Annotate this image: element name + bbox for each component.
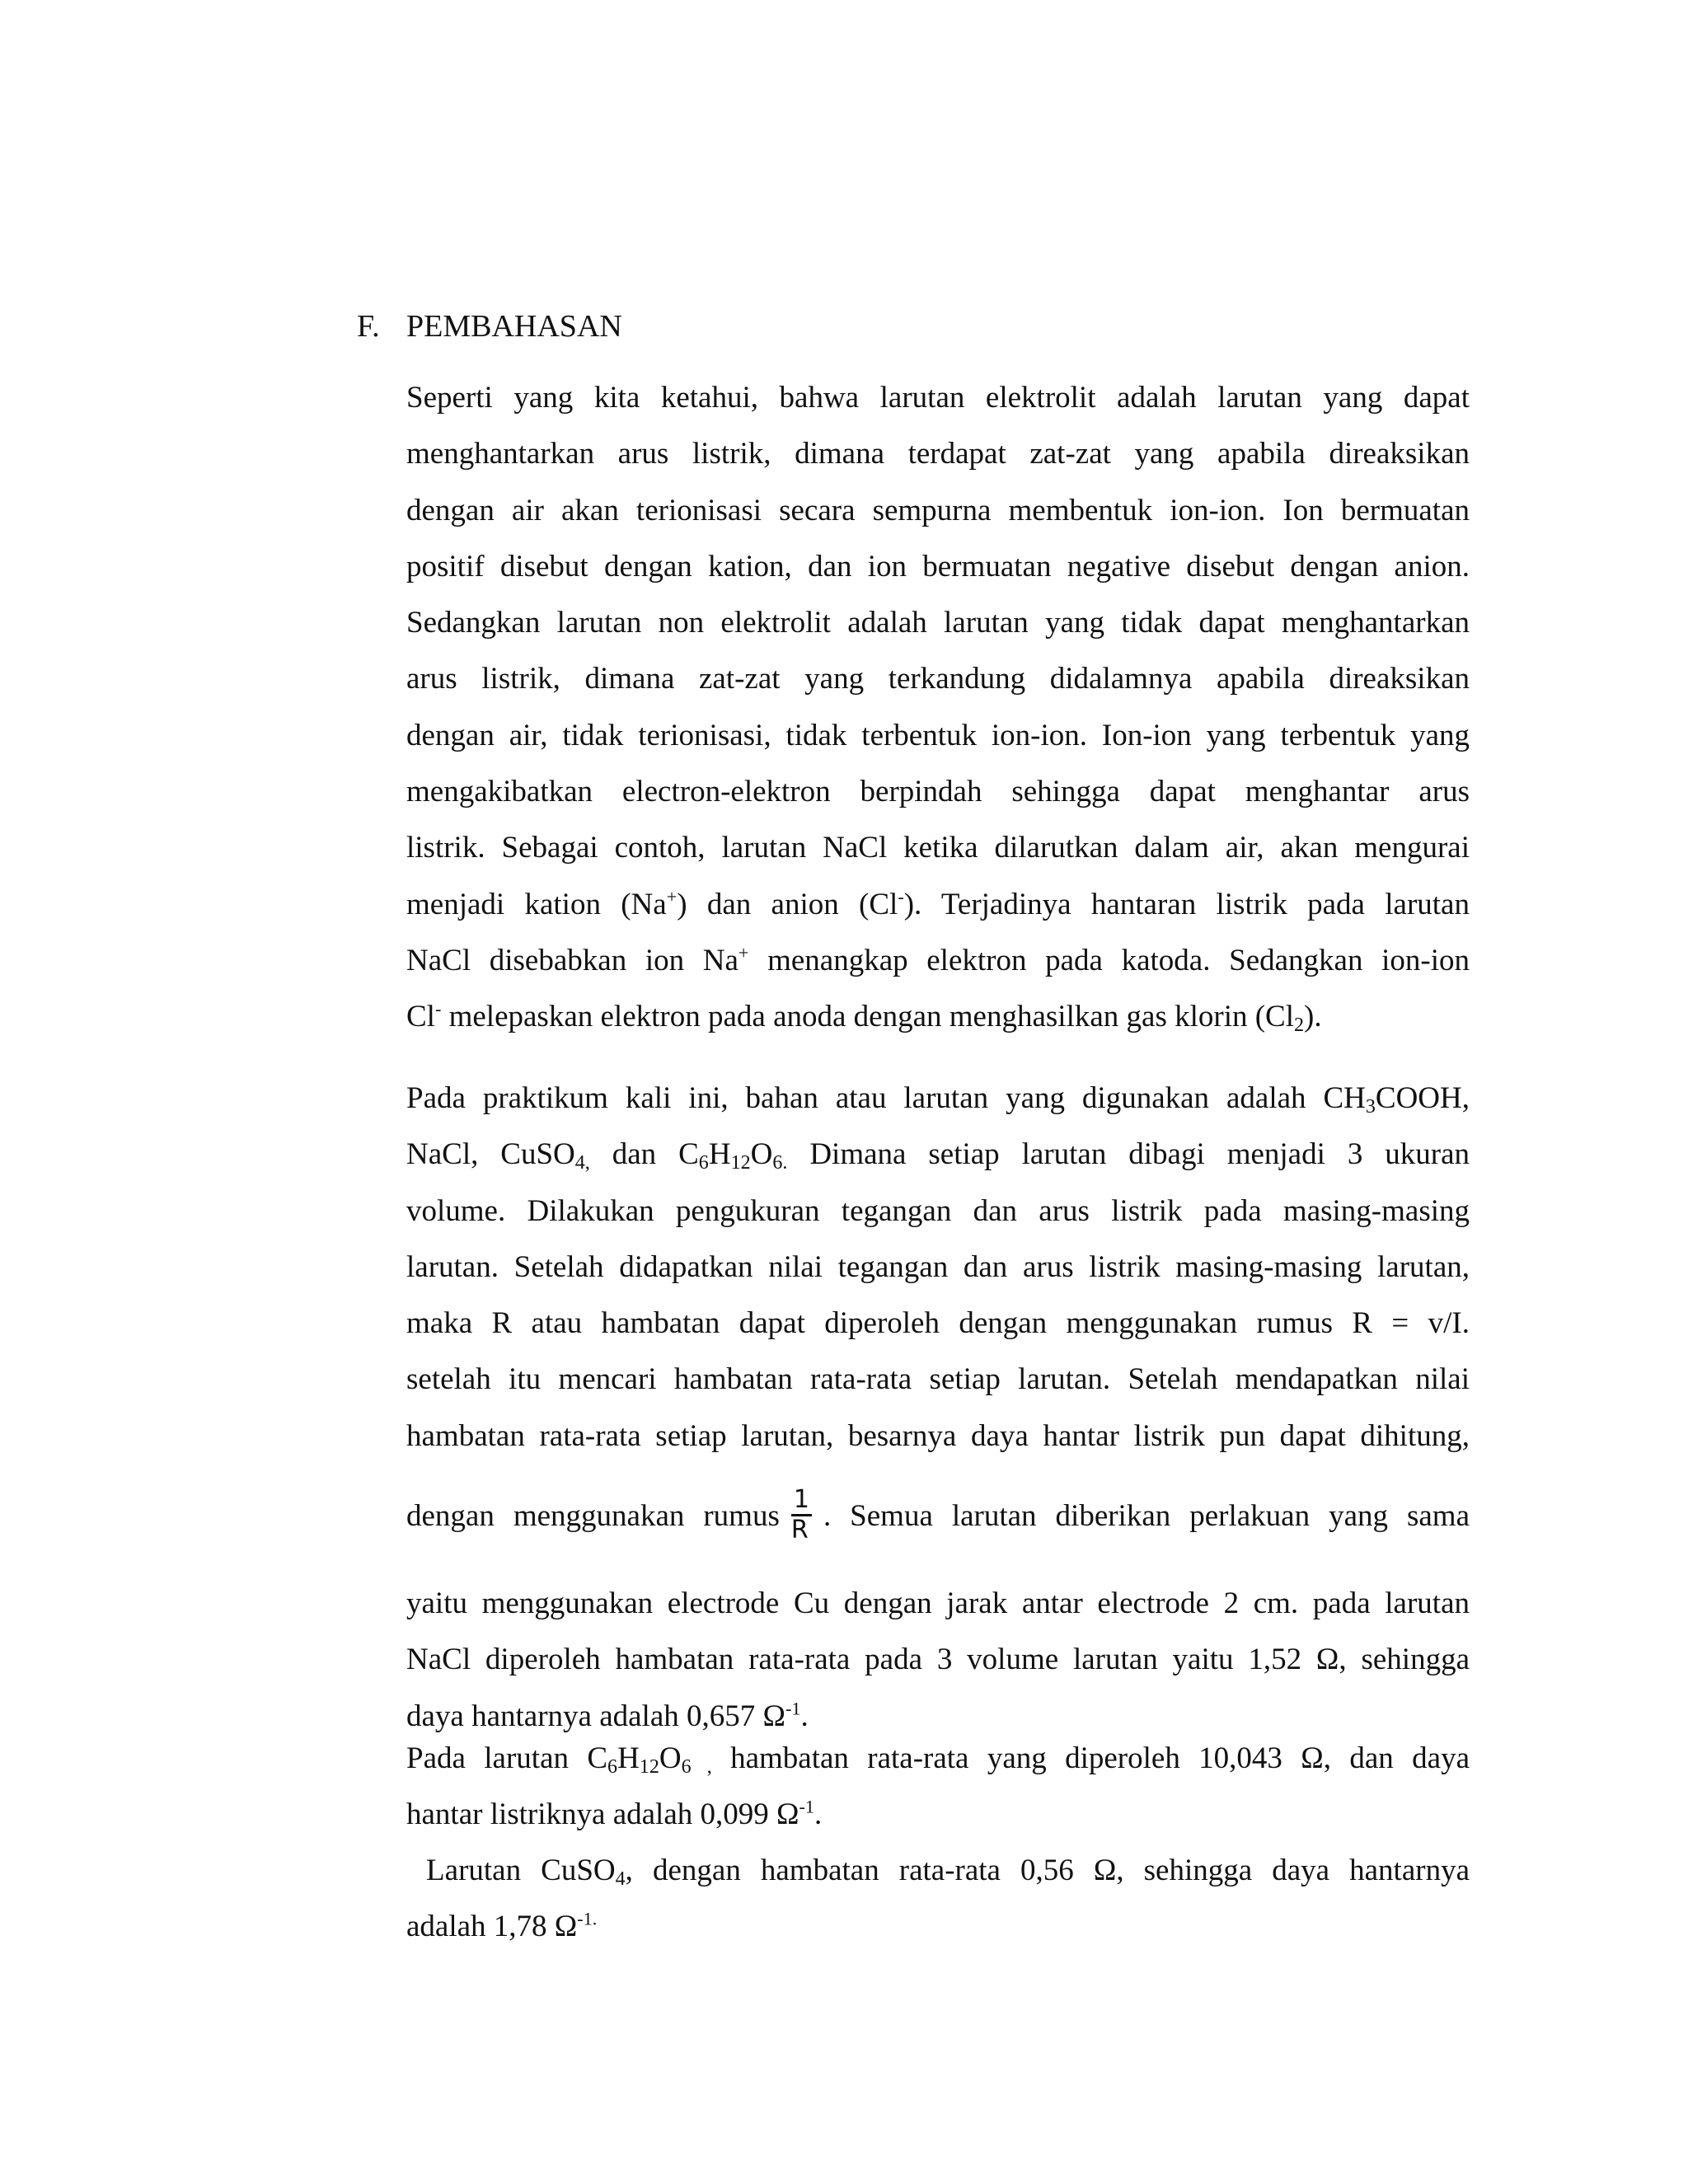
- text-run: Cl: [406, 1000, 435, 1034]
- section-title: PEMBAHASAN: [406, 309, 622, 344]
- text-run: dengan menggunakan rumus: [406, 1499, 780, 1533]
- text-run: dan C: [589, 1137, 699, 1172]
- text-run: adalah 1,78 Ω: [406, 1910, 578, 1944]
- subscript: 12: [730, 1152, 751, 1174]
- text-run: daya hantarnya adalah 0,657 Ω: [406, 1699, 786, 1733]
- paragraph-line: dengan air akan terionisasi secara sempurna membentuk ion-ion. Ion bermuatan: [406, 493, 1470, 527]
- paragraph-line: [406, 1071, 1470, 1127]
- paragraph-line: arus listrik, dimana zat-zat yang terkandung didalamnya apabila direaksikan: [406, 662, 1470, 696]
- text-run: , dengan hambatan rata-rata 0,56 Ω, sehingga daya hantarnya: [625, 1854, 1470, 1887]
- text-run: COOH,: [1375, 1081, 1470, 1115]
- paragraph-line: Seperti yang kita ketahui, bahwa larutan elektrolit adalah larutan yang dapat: [406, 381, 1470, 415]
- text-run: O: [750, 1137, 773, 1172]
- paragraph-3: [406, 1731, 1470, 1844]
- paragraph-line: [406, 1843, 1470, 1899]
- text-run: melepaskan elektron pada anoda dengan menghasilkan gas klorin (Cl: [441, 1000, 1295, 1034]
- text-run: menjadi kation (Na: [406, 887, 667, 921]
- text-run: ) dan anion (Cl: [677, 887, 898, 921]
- paragraph-line: listrik. Sebagai contoh, larutan NaCl ketika dilarutkan dalam air, akan mengurai: [406, 831, 1470, 865]
- paragraph-line: [406, 933, 1470, 989]
- section-number: F.: [357, 309, 380, 344]
- paragraph-line: [406, 1899, 1470, 1955]
- subscript: 4: [615, 1868, 626, 1890]
- fraction-denominator: R: [790, 1516, 809, 1545]
- text-run: ). Terjadinya hantaran listrik pada larutan: [903, 887, 1470, 921]
- text-run: hambatan rata-rata yang diperoleh 10,043 Ω, dan daya: [711, 1741, 1470, 1775]
- paragraph-line: dengan air, tidak terionisasi, tidak terbentuk ion-ion. Ion-ion yang terbentuk yang: [406, 718, 1470, 752]
- superscript: +: [738, 942, 749, 963]
- superscript: -1.: [577, 1908, 598, 1929]
- text-run: menangkap elektron pada katoda. Sedangkan ion-ion: [748, 943, 1470, 977]
- text-run: hantar listriknya adalah 0,099 Ω: [406, 1797, 799, 1832]
- section-heading: [357, 303, 622, 349]
- text-run: Pada larutan C: [406, 1741, 608, 1775]
- paragraph-line: volume. Dilakukan pengukuran tegangan dan arus listrik pada masing-masing: [406, 1193, 1470, 1228]
- fraction-formula: [791, 1486, 812, 1544]
- formula-line: [406, 1467, 1470, 1566]
- paragraph-line: positif disebut dengan kation, dan ion bermuatan negative disebut dengan anion.: [406, 549, 1470, 583]
- paragraph-line: Sedangkan larutan non elektrolit adalah larutan yang tidak dapat menghantarkan: [406, 606, 1470, 640]
- paragraph-line: [406, 1787, 1470, 1843]
- paragraph-line: hambatan rata-rata setiap larutan, besarnya daya hantar listrik pun dapat dihitung,: [406, 1418, 1470, 1453]
- paragraph-2-continued: [406, 1467, 1470, 1745]
- paragraph-line: NaCl diperoleh hambatan rata-rata pada 3 volume larutan yaitu 1,52 Ω, sehingga: [406, 1643, 1470, 1677]
- subscript: 2: [1294, 1015, 1305, 1037]
- text-run: NaCl disebabkan ion Na: [406, 943, 738, 977]
- subscript: 6: [698, 1152, 709, 1174]
- paragraph-line: [406, 1127, 1470, 1183]
- paragraph-line: larutan. Setelah didapatkan nilai tegangan dan arus listrik masing-masing larutan,: [406, 1249, 1470, 1284]
- text-run: H: [708, 1137, 731, 1172]
- text-run: .: [800, 1699, 809, 1733]
- text-run: ).: [1304, 1000, 1322, 1034]
- paragraph-line: [406, 1731, 1470, 1787]
- paragraph-line: yaitu menggunakan electrode Cu dengan jarak antar electrode 2 cm. pada larutan: [406, 1586, 1470, 1620]
- fraction-numerator: 1: [791, 1486, 812, 1516]
- superscript: -: [898, 886, 904, 907]
- text-run: O: [659, 1741, 682, 1775]
- paragraph-line: [406, 989, 1470, 1045]
- paragraph-line: [406, 877, 1470, 933]
- paragraph-1: [406, 370, 1470, 1046]
- superscript: +: [666, 886, 678, 907]
- subscript: 6.: [772, 1152, 788, 1174]
- subscript: 12: [639, 1756, 659, 1778]
- paragraph-2: [406, 1071, 1470, 1465]
- superscript: -1: [799, 1796, 814, 1817]
- text-run: Larutan CuSO: [406, 1854, 616, 1887]
- superscript: -: [434, 998, 442, 1019]
- text-run: .: [814, 1797, 823, 1832]
- paragraph-line: mengakibatkan electron-elektron berpindah sehingga dapat menghantar arus: [406, 775, 1470, 809]
- subscript: 4,: [574, 1152, 590, 1174]
- paragraph-4: [406, 1843, 1470, 1956]
- text-run: NaCl, CuSO: [406, 1137, 575, 1172]
- text-run: Dimana setiap larutan dibagi menjadi 3 ukuran: [787, 1137, 1470, 1172]
- superscript: -1: [785, 1698, 801, 1719]
- subscript: 6: [607, 1756, 618, 1778]
- text-run: . Semua larutan diberikan perlakuan yang sama: [823, 1499, 1470, 1533]
- subscript: 3: [1365, 1096, 1376, 1118]
- text-run: H: [617, 1741, 640, 1775]
- paragraph-line: setelah itu mencari hambatan rata-rata setiap larutan. Setelah mendapatkan nilai: [406, 1362, 1470, 1397]
- subscript: 6 ,: [681, 1756, 712, 1778]
- paragraph-line: menghantarkan arus listrik, dimana terdapat zat-zat yang apabila direaksikan: [406, 437, 1470, 471]
- paragraph-line: maka R atau hambatan dapat diperoleh dengan menggunakan rumus R = v/I.: [406, 1306, 1470, 1341]
- text-run: Pada praktikum kali ini, bahan atau larutan yang digunakan adalah CH: [406, 1081, 1366, 1115]
